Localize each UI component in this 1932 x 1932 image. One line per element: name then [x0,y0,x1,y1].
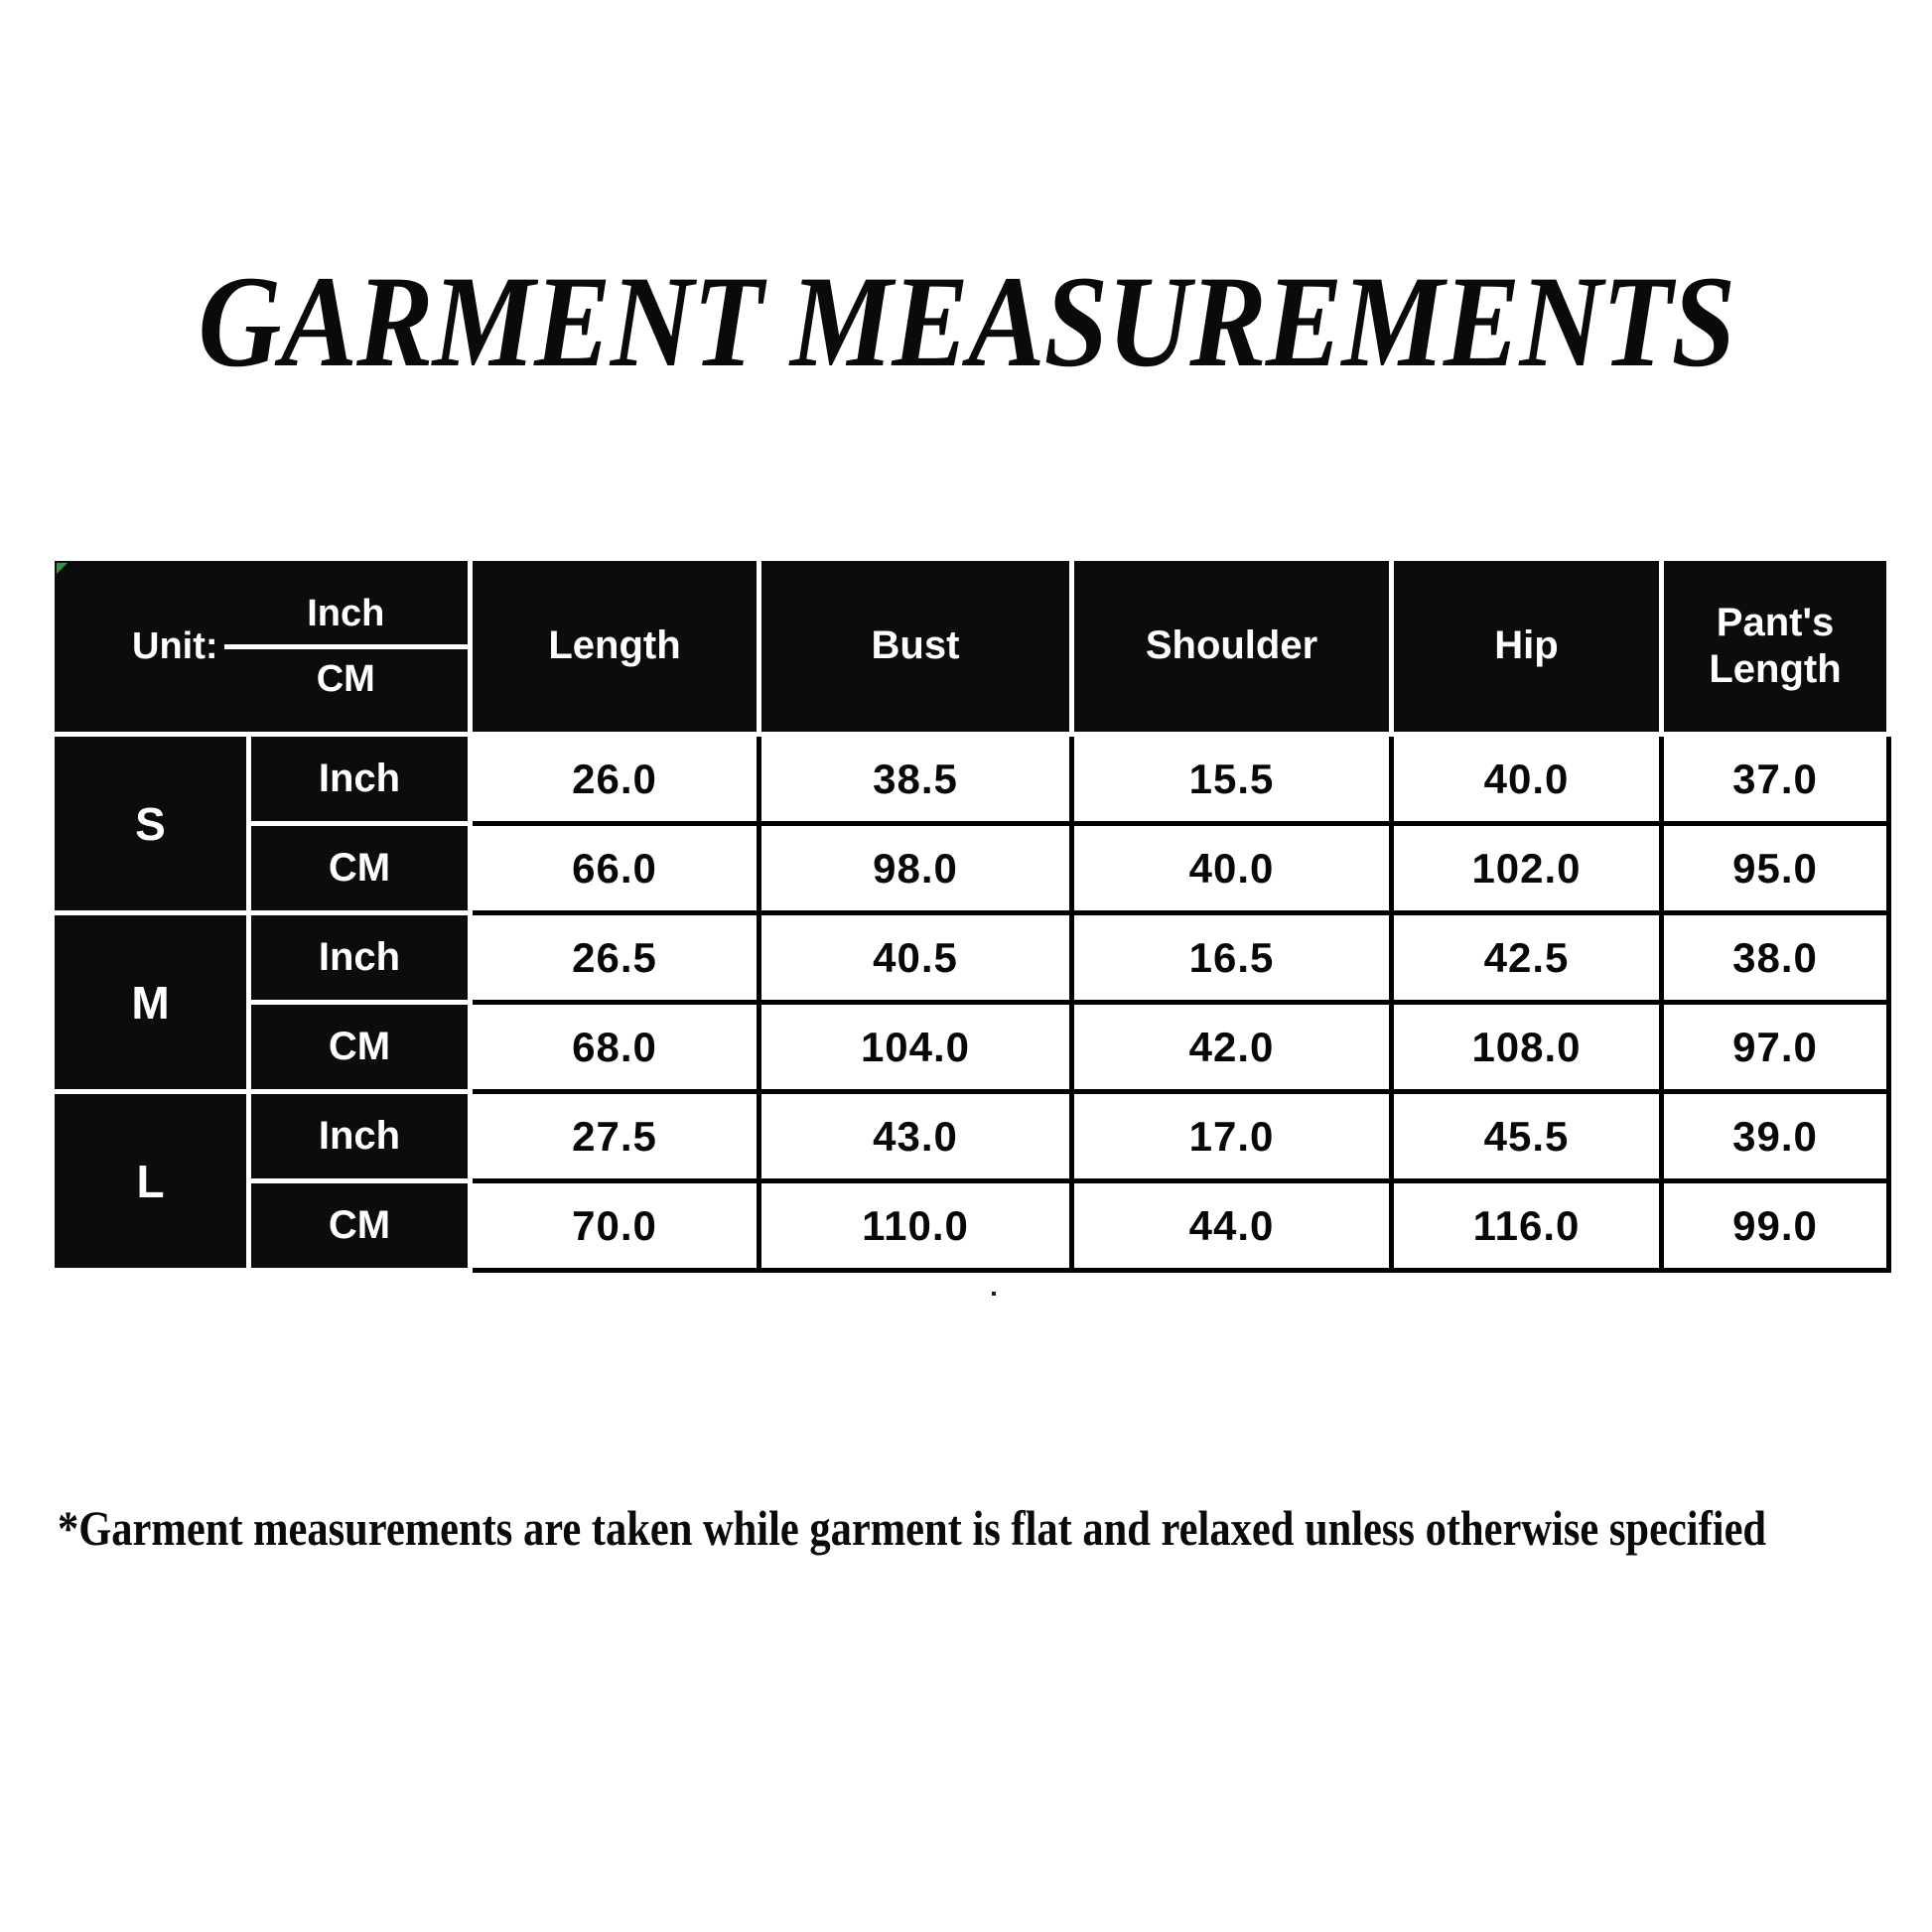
column-header-length: Length [473,561,761,737]
measurement-cell: 102.0 [1394,826,1664,915]
measurement-cell: 104.0 [761,1005,1074,1094]
size-cell-l: L [55,1094,251,1273]
column-header-bust: Bust [761,561,1074,737]
table-row-l-inch [55,1094,1891,1183]
unit-cell: Inch [251,737,473,826]
measurement-cell: 45.5 [1394,1094,1664,1183]
unit-inch-label: Inch [224,593,468,649]
measurement-cell: 40.0 [1074,826,1394,915]
measurement-cell: 95.0 [1664,826,1891,915]
measurement-cell: 42.0 [1074,1005,1394,1094]
measurement-cell: 116.0 [1394,1183,1664,1273]
unit-cell: CM [251,826,473,915]
excel-corner-marker-icon [57,563,68,574]
unit-cell: CM [251,1005,473,1094]
header-row [55,561,1891,737]
measurement-cell: 37.0 [1664,737,1891,826]
measurement-cell: 17.0 [1074,1094,1394,1183]
unit-cm-label: CM [316,657,375,700]
page-title [0,248,1932,394]
measurement-cell: 110.0 [761,1183,1074,1273]
unit-cell: Inch [251,915,473,1005]
unit-cell: CM [251,1183,473,1273]
page-title-text: GARMENT MEASUREMENTS [198,248,1734,394]
measurement-cell: 27.5 [473,1094,761,1183]
measurement-cell: 26.0 [473,737,761,826]
measurement-cell: 70.0 [473,1183,761,1273]
size-cell-m: M [55,915,251,1094]
table-row-m-inch [55,915,1891,1005]
measurement-cell: 99.0 [1664,1183,1891,1273]
footnote: *Garment measurements are taken while garment is flat and relaxed unless otherwise specified [58,1500,1767,1556]
unit-label: Unit: [132,624,218,667]
measurement-cell: 42.5 [1394,915,1664,1005]
measurement-cell: 97.0 [1664,1005,1891,1094]
measurement-cell: 66.0 [473,826,761,915]
table-row-l-cm [55,1183,1891,1273]
unit-fraction [55,593,468,701]
measurement-cell: 38.0 [1664,915,1891,1005]
size-chart-table [55,561,1891,1273]
table-row-s-cm [55,826,1891,915]
measurement-cell: 15.5 [1074,737,1394,826]
column-header-shoulder: Shoulder [1074,561,1394,737]
measurement-cell: 44.0 [1074,1183,1394,1273]
measurement-cell: 43.0 [761,1094,1074,1183]
measurement-cell: 98.0 [761,826,1074,915]
table-row-m-cm [55,1005,1891,1094]
measurement-cell: 39.0 [1664,1094,1891,1183]
measurement-cell: 68.0 [473,1005,761,1094]
measurement-cell: 108.0 [1394,1005,1664,1094]
column-header-hip: Hip [1394,561,1664,737]
unit-header-cell [55,561,473,737]
measurement-cell: 26.5 [473,915,761,1005]
measurement-cell: 40.5 [761,915,1074,1005]
artifact-dot [992,1292,996,1296]
unit-cell: Inch [251,1094,473,1183]
measurement-cell: 40.0 [1394,737,1664,826]
measurement-cell: 16.5 [1074,915,1394,1005]
table-row-s-inch [55,737,1891,826]
size-cell-s: S [55,737,251,915]
unit-fraction-values [224,593,468,701]
measurement-cell: 38.5 [761,737,1074,826]
column-header-pants-length: Pant's Length [1664,561,1891,737]
